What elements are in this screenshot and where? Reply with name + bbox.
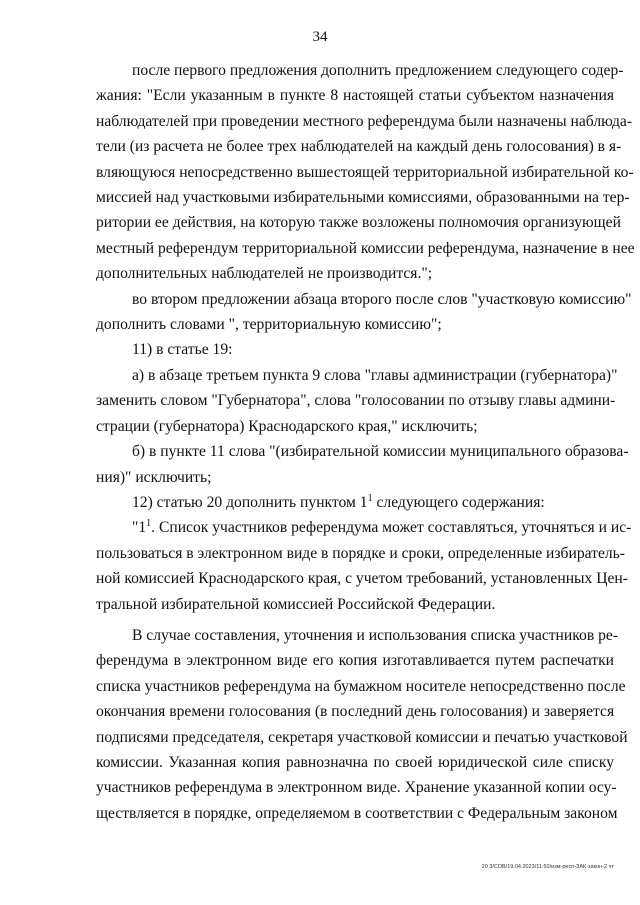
text-line (96, 58, 624, 83)
document-footer: 20 3/СОВ/19.04.2023/11:50/изм-респ-ЗАК-закон-2 чт (481, 864, 614, 870)
text-line (96, 287, 632, 312)
document-body (96, 58, 635, 826)
text-line-content: заменить словом "Губернатора", слова "голосовании по отзыву главы админи- (96, 392, 616, 410)
text-line (96, 515, 632, 540)
text-line-content: после первого предложения дополнить предложением следующего содер- (132, 62, 624, 79)
text-line-content: миссией над участковыми избирательными комиссиями, образованными на тер- (96, 189, 630, 207)
text-line (96, 83, 614, 108)
text-line-content: ния)" исключить; (96, 468, 212, 486)
text-line (96, 236, 635, 261)
text-line-content: наблюдателей при проведении местного референдума были назначены наблюда- (96, 112, 633, 130)
text-line (96, 312, 614, 337)
text-line (96, 210, 621, 235)
text-line-content: "1 (132, 519, 147, 537)
text-line-content: подписями председателя, секретаря участковой комиссии и печатью участковой (96, 728, 628, 746)
text-line-continuation: . Список участников референдума может составляться, уточняться и ис- (151, 519, 632, 537)
text-line-content: во втором предложении абзаца второго после слов "участковую комиссию" (132, 290, 632, 308)
text-line (96, 750, 614, 775)
text-line (96, 592, 614, 617)
text-line-content: б) в пункте 11 слова "(избирательной комиссии муниципального образова- (132, 443, 629, 461)
text-line-content: жания: "Если указанным в пункте 8 настоящей статьи субъектом назначения (96, 87, 614, 105)
text-line-content: тели (из расчета не более трех наблюдателей на каждый день голосования) в я- (96, 138, 622, 156)
text-line (96, 465, 614, 490)
text-line-content: окончания времени голосования (в последний день голосования) и заверяется (96, 703, 615, 721)
text-line-content: дополнительных наблюдателей не производится."; (96, 265, 433, 283)
text-line (96, 801, 618, 826)
text-line-content: пользоваться в электронном виде в порядке и сроки, определенные избиратель- (96, 544, 625, 562)
text-line-content: списка участников референдума на бумажном носителе непосредственно после (96, 677, 626, 695)
text-line (96, 414, 614, 439)
text-line-content: местный референдум территориальной комиссии референдума, назначение в нее (96, 239, 635, 257)
text-line-content: В случае составления, уточнения и использования списка участников ре- (132, 626, 619, 644)
superscript: 1 (146, 518, 152, 530)
text-line (96, 490, 614, 515)
text-line-content: вляющуюся непосредственно вышестоящей территориальной избирательной ко- (96, 163, 634, 181)
text-line-content: 12) статью 20 дополнить пунктом 1 (132, 493, 368, 511)
text-line-content: комиссии. Указанная копия равнозначна по своей юридической силе списку (96, 753, 614, 771)
text-line (96, 699, 614, 724)
text-line (96, 109, 633, 134)
text-line-continuation: следующего содержания: (372, 493, 545, 511)
text-line (96, 134, 622, 159)
text-line (96, 674, 626, 699)
text-line (96, 261, 614, 286)
text-line (96, 566, 628, 591)
page-number: 34 (312, 29, 328, 45)
text-line-content: тральной избирательной комиссией Российской Федерации. (96, 595, 496, 613)
text-line-content: 11) в статье 19: (132, 341, 233, 359)
text-line (96, 439, 629, 464)
text-line (96, 648, 614, 673)
text-line-content: дополнить словами ", территориальную комиссию"; (96, 316, 442, 334)
text-line-content: ферендума в электронном виде его копия изготавливается путем распечатки (96, 652, 614, 670)
text-line (96, 337, 614, 362)
text-line (96, 388, 614, 413)
superscript: 1 (367, 492, 373, 504)
text-line (96, 623, 619, 648)
text-line (96, 541, 625, 566)
text-line (96, 160, 634, 185)
text-line-content: а) в абзаце третьем пункта 9 слова "главы администрации (губернатора)" (132, 366, 618, 384)
text-line-content: участников референдума в электронном виде. Хранение указанной копии осу- (96, 779, 617, 797)
text-line-content: ной комиссией Краснодарского края, с учетом требований, установленных Цен- (96, 570, 628, 588)
text-line-content: ществляется в порядке, определяемом в соответствии с Федеральным законом (96, 804, 618, 822)
text-line (96, 725, 628, 750)
text-line (96, 185, 630, 210)
text-line-content: страции (губернатора) Краснодарского края," исключить; (96, 417, 478, 435)
text-line (96, 363, 618, 388)
text-line (96, 775, 617, 800)
text-line-content: ритории ее действия, на которую также возложены полномочия организующей (96, 214, 621, 232)
